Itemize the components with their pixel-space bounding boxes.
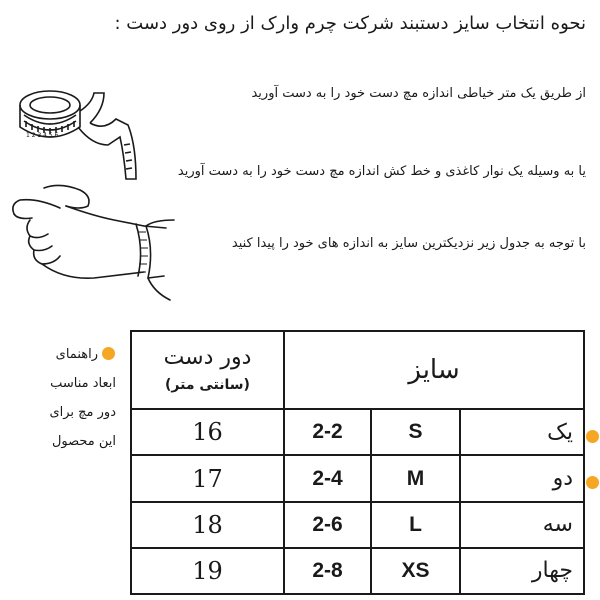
size-letter: M [371, 455, 460, 501]
size-guide-legend [16, 340, 116, 456]
size-letter: L [371, 502, 460, 548]
size-letter: S [371, 409, 460, 455]
size-header-cell: سایز [284, 331, 584, 409]
tape-measure-illustration [12, 75, 142, 185]
size-letter: XS [371, 548, 460, 594]
table-row [131, 548, 584, 594]
wrist-value: 18 [131, 502, 284, 548]
wrist-value: 16 [131, 409, 284, 455]
guide-line: ابعاد مناسب [50, 376, 116, 391]
wrist-header-label: دور دست [163, 345, 252, 371]
size-code: 2-2 [284, 409, 371, 455]
table-header-row [131, 331, 584, 409]
size-name: یک [460, 409, 584, 455]
guide-line: این محصول [51, 434, 116, 449]
guide-line: دور مچ برای [49, 405, 116, 420]
size-code: 2-4 [284, 455, 371, 501]
wrist-unit-label: (سانتی متر) [165, 377, 250, 394]
size-code: 2-8 [284, 548, 371, 594]
wrist-value: 17 [131, 455, 284, 501]
size-code: 2-6 [284, 502, 371, 548]
instruction-line-1: از طریق یک متر خیاطی اندازه مچ دست خود را به دست آورید [251, 86, 586, 101]
svg-text:1 2 3 4 5 6: 1 2 3 4 5 6 [26, 132, 59, 139]
table-row [131, 455, 584, 501]
highlight-dot-icon [586, 430, 599, 443]
table-row [131, 409, 584, 455]
size-name: چهار [460, 548, 584, 594]
wrist-value: 19 [131, 548, 284, 594]
size-name: دو [460, 455, 584, 501]
size-table [130, 330, 585, 595]
size-name: سه [460, 502, 584, 548]
instruction-line-2: یا به وسیله یک نوار کاغذی و خط کش اندازه مچ دست خود را به دست آورید [177, 164, 586, 179]
wrist-header-cell [131, 331, 284, 409]
page-title: نحوه انتخاب سایز دستبند شرکت چرم وارک از روی دور دست : [114, 13, 586, 34]
guide-line: راهنمای [55, 347, 98, 362]
instruction-line-3: با توجه به جدول زیر نزدیکترین سایز به اندازه های خود را پیدا کنید [231, 236, 586, 251]
table-row [131, 502, 584, 548]
hand-wrist-illustration [4, 180, 184, 305]
highlight-dot-icon [586, 476, 599, 489]
